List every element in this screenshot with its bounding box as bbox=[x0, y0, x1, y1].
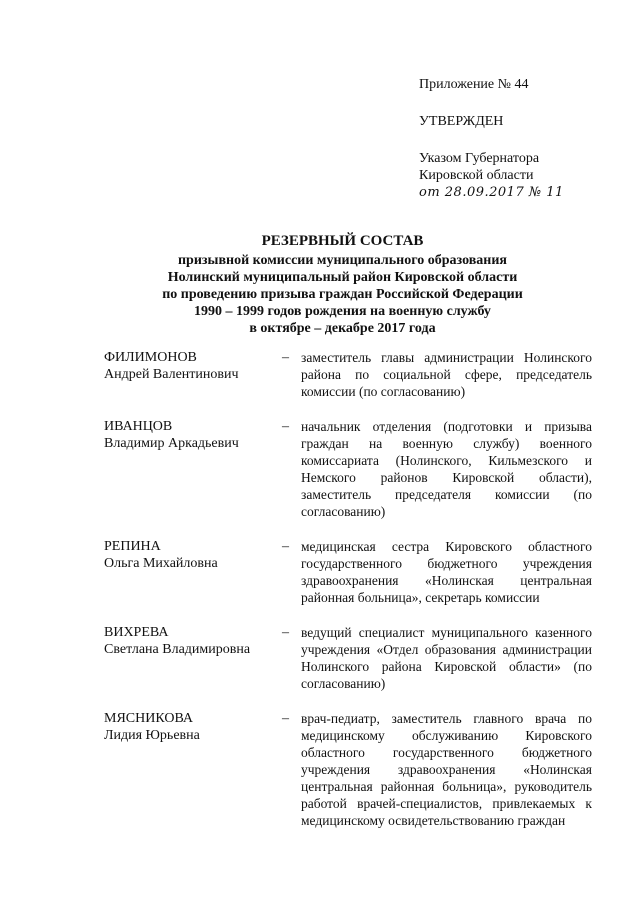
document-title: РЕЗЕРВНЫЙ СОСТАВ bbox=[261, 233, 424, 249]
title-line: Нолинский муниципальный район Кировской области bbox=[167, 270, 518, 285]
title-line: призывной комиссии муниципального образования bbox=[177, 253, 508, 268]
member-dash: – bbox=[282, 625, 289, 640]
member-name bbox=[104, 418, 279, 452]
member-entry bbox=[104, 349, 592, 400]
decree-date-number: от 28.09.2017 № 11 bbox=[419, 185, 564, 200]
member-name bbox=[104, 710, 279, 744]
member-dash: – bbox=[282, 350, 289, 365]
decree-line-2: Кировской области bbox=[419, 168, 534, 183]
approved-stamp-text: УТВЕРЖДЕН bbox=[419, 114, 504, 129]
member-role: медицинская сестра Кировского областного государственного бюджетного учреждения здравоохранения «Нолинская центральная районная больница», секретарь комиссии bbox=[301, 539, 592, 605]
member-role: ведущий специалист муниципального казенного учреждения «Отдел образования администрации Нолинского района Кировской области» (по согласованию) bbox=[301, 625, 592, 691]
member-entry bbox=[104, 418, 592, 520]
member-entry bbox=[104, 624, 592, 692]
member-dash: – bbox=[282, 711, 289, 726]
member-surname: ВИХРЕВА bbox=[104, 625, 169, 640]
member-surname: ФИЛИМОНОВ bbox=[104, 350, 197, 365]
member-given-names: Ольга Михайловна bbox=[104, 556, 218, 571]
title-line: в октябре – декабре 2017 года bbox=[249, 321, 436, 336]
member-given-names: Светлана Владимировна bbox=[104, 642, 251, 657]
member-role: врач-педиатр, заместитель главного врача по медицинскому обслуживанию Кировского областного государственного бюджетного учреждения здравоохранения «Нолинская центральная районная больница», руководитель работой врачей-специалистов, привлекаемых к медицинскому освидетельствованию граждан bbox=[301, 711, 592, 828]
member-role: начальник отделения (подготовки и призыва граждан на военную службу) военного комиссариата (Нолинского, Кильмезского и Немского районов Кировской области), заместитель председателя комиссии (по согласованию) bbox=[301, 419, 592, 519]
member-name bbox=[104, 349, 279, 383]
member-given-names: Лидия Юрьевна bbox=[104, 728, 200, 743]
title-line: по проведению призыва граждан Российской Федерации bbox=[162, 287, 523, 302]
member-dash: – bbox=[282, 419, 289, 434]
member-surname: ИВАНЦОВ bbox=[104, 419, 173, 434]
title-line: 1990 – 1999 годов рождения на военную службу bbox=[194, 304, 491, 319]
appendix-number: Приложение № 44 bbox=[419, 77, 529, 92]
member-name bbox=[104, 538, 279, 572]
member-entry bbox=[104, 538, 592, 606]
member-name bbox=[104, 624, 279, 658]
member-surname: РЕПИНА bbox=[104, 539, 161, 554]
member-entry bbox=[104, 710, 592, 829]
member-given-names: Владимир Аркадьевич bbox=[104, 436, 239, 451]
member-dash: – bbox=[282, 539, 289, 554]
member-role: заместитель главы администрации Нолинского района по социальной сфере, председатель комиссии (по согласованию) bbox=[301, 350, 592, 399]
member-given-names: Андрей Валентинович bbox=[104, 367, 239, 382]
approval-block bbox=[419, 76, 564, 201]
members-list bbox=[104, 349, 592, 847]
document-title-block bbox=[60, 230, 625, 337]
member-surname: МЯСНИКОВА bbox=[104, 711, 194, 726]
decree-line-1: Указом Губернатора bbox=[419, 151, 540, 166]
